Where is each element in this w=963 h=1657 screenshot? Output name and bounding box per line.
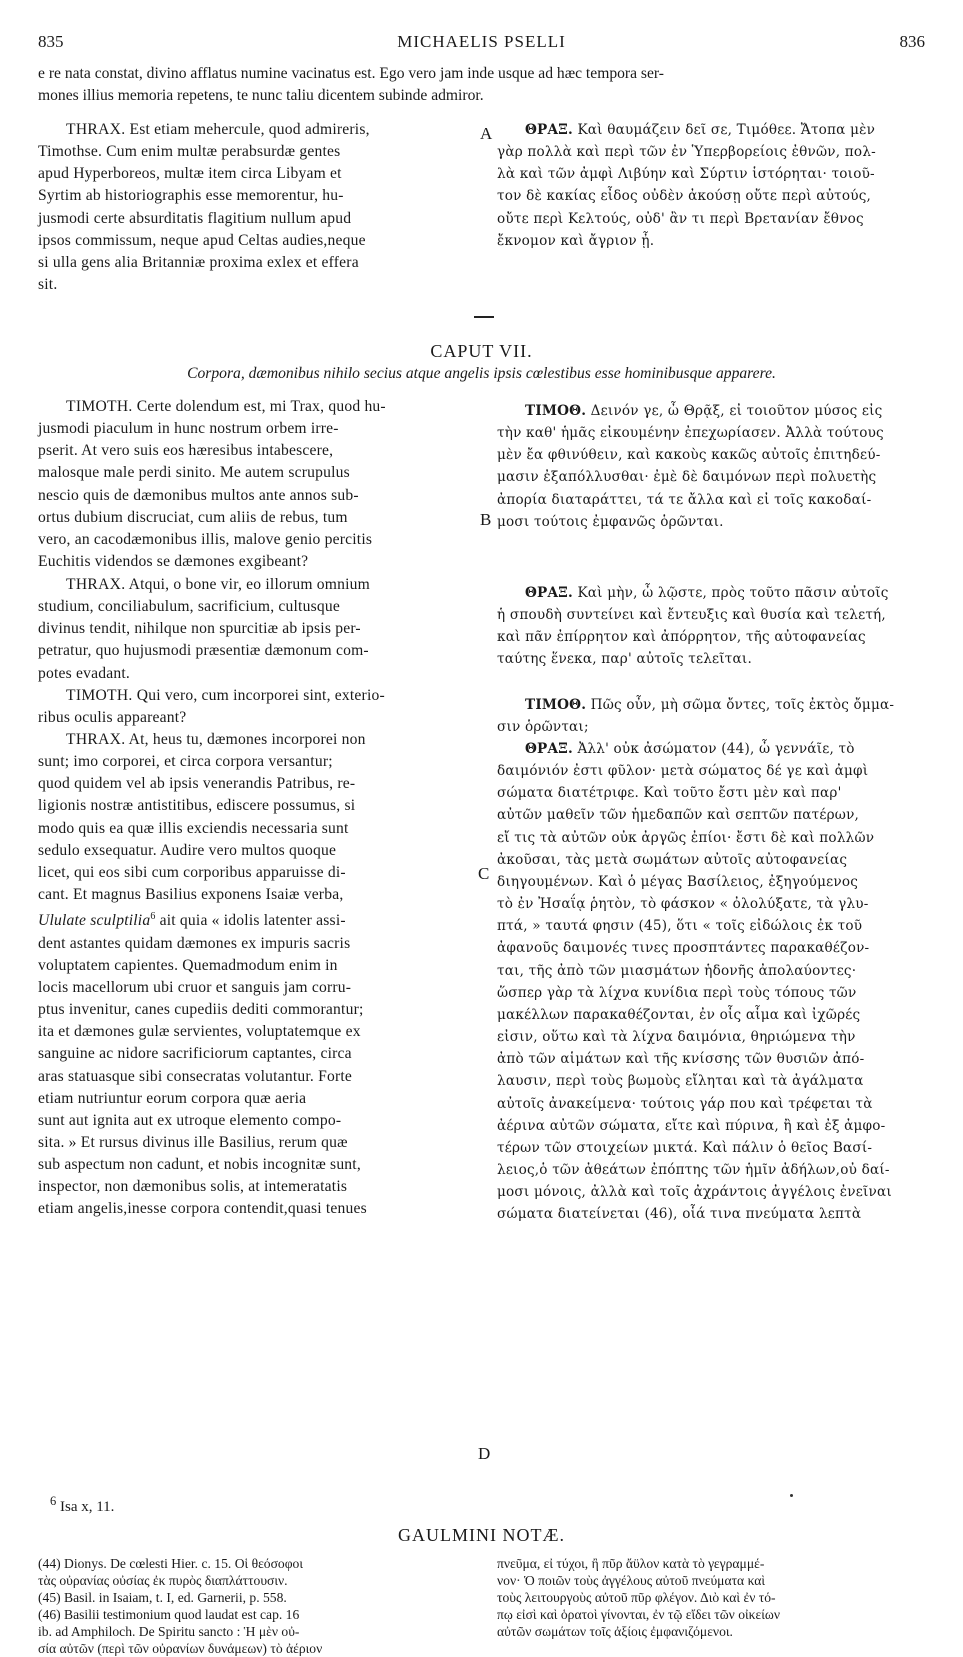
section-marker-a: A <box>480 124 493 143</box>
text-line <box>38 999 468 1021</box>
line-text: sedulo exsequatur. Audire vero multos quoque <box>38 841 337 859</box>
text-line <box>38 596 468 618</box>
text-line <box>38 1154 468 1176</box>
line-text: μοσι τούτοις ἐμφανῶς ὁρῶνται. <box>497 513 724 530</box>
text-line <box>497 489 931 511</box>
line-text: ipsos commissum, neque apud Celtas audies,neque <box>38 231 366 249</box>
text-line <box>497 1115 931 1137</box>
line-text: εἰσιν, οὕτω καὶ τὰ λίχνα δαιμόνια, θηριώμενα τὴν <box>497 1029 856 1046</box>
line-text: ἀκοῦσαι, τὰς μετὰ σωμάτων αὐτοῖς αὐτοφανείας <box>497 851 848 868</box>
text-line <box>38 252 468 274</box>
text-line <box>497 1093 931 1115</box>
text-line <box>38 163 468 185</box>
line-text: δαιμόνιόν ἐστι φῦλον· μετὰ σώματος δέ γε καὶ ἀμφὶ <box>497 763 869 780</box>
text-line <box>38 1110 468 1132</box>
line-text: Καὶ μὴν, ὦ λῷστε, πρὸς τοῦτο πᾶσιν αὐτοῖς <box>572 585 889 601</box>
line-text: μοσι μόνοις, ἀλλὰ καὶ τοῖς ἀχράντοις ἀγγέλοις ἐνεῖναι <box>497 1184 892 1201</box>
text-line <box>497 208 931 230</box>
text-line <box>38 396 468 418</box>
line-text: quod quidem vel ab ipsis venerandis Patribus, re- <box>38 775 356 793</box>
intro-line: e re nata constat, divino afflatus numine vacinatus est. Ego vero jam inde usque ad hæc tempora ser- <box>38 65 664 82</box>
line-text: voluptatem capientes. Quemadmodum enim in <box>38 956 338 974</box>
text-line <box>38 119 468 141</box>
text-line <box>497 960 931 982</box>
line-text: ται, τῆς ἀπὸ τῶν μιασμάτων ἡδονῆς ἀπολαύοντες· <box>497 962 857 979</box>
text-line <box>38 185 468 207</box>
line-text: ortus dubium discruciat, cum aliis de rebus, tum <box>38 508 348 526</box>
text-line <box>497 422 931 444</box>
line-text: Καὶ θαυμάζειν δεῖ σε, Τιμόθεε. Ἄτοπα μὲν <box>572 122 876 138</box>
text-line <box>497 626 931 648</box>
bible-footnote <box>50 1494 114 1516</box>
line-text: Ἀλλ' οὐκ ἀσώματον (44), ὦ γεννάῖε, τὸ <box>572 741 855 757</box>
note-line: (45) Basil. in Isaiam, t. I, ed. Garnerii, p. 558. <box>38 1590 287 1605</box>
speaker-label: ΤΙΜΟΘ. <box>525 403 587 419</box>
line-text: γὰρ πολλὰ καὶ περὶ τῶν ἐν Ὑπερβορείοις ἐθνῶν, πολ- <box>497 144 876 161</box>
text-line <box>38 507 468 529</box>
speaker-label: ΤΙΜΟΘ. <box>525 697 587 713</box>
line-text: aras statuasque sibi consecratas volutantur. Forte <box>38 1067 352 1085</box>
text-line <box>38 955 468 977</box>
text-line <box>38 1043 468 1065</box>
text-line <box>497 1026 931 1048</box>
line-text: αὐτοῖς ἀνακείμενα· τούτοις γάρ που καὶ τρέφεται τὰ <box>497 1095 873 1112</box>
line-text: malosque male perdi sinito. Me autem scrupulus <box>38 464 350 482</box>
text-line <box>38 685 468 707</box>
text-line <box>497 466 931 488</box>
text-line <box>38 663 468 685</box>
line-text: ita et dæmones gulæ servientes, voluptatemque ex <box>38 1023 361 1041</box>
speaker-label: THRAX. <box>66 121 126 138</box>
text-line <box>38 1132 468 1154</box>
line-text: si ulla gens alia Britanniæ proxima exlex et effera <box>38 253 359 271</box>
text-line <box>497 648 931 670</box>
text-line <box>38 230 468 252</box>
footnote-ref: 6 <box>150 911 156 923</box>
text-line <box>38 440 468 462</box>
notes-heading: GAULMINI NOTÆ. <box>398 1525 565 1545</box>
text-line <box>497 400 931 422</box>
chapter-subtitle: Corpora, dæmonibus nihilo secius atque angelis ipsis cœlestibus esse hominibusque apparere. <box>187 365 776 382</box>
text-line <box>497 915 931 937</box>
line-text: τὸ ἐν Ἠσαΐᾳ ῥητὸν, τὸ φάσκον « ὀλολύξατε, τὰ γλυ- <box>497 896 869 913</box>
text-line <box>497 937 931 959</box>
text-line <box>38 795 468 817</box>
line-text: locis macellorum ubi cruor et sanguis jam corru- <box>38 978 352 996</box>
text-line <box>497 1004 931 1026</box>
text-line <box>38 574 468 596</box>
line-text: divinus tendit, nihilque non spurcitiæ ab ipsis per- <box>38 620 361 638</box>
line-text: Certe dolendum est, mi Trax, quod hu- <box>132 398 386 415</box>
line-text: σιν ὁρῶνται; <box>497 719 589 736</box>
text-line <box>497 511 931 533</box>
text-line <box>497 141 931 163</box>
text-line <box>497 444 931 466</box>
text-line <box>38 884 468 906</box>
text-line <box>497 1137 931 1159</box>
text-line <box>497 1203 931 1225</box>
note-line: πνεῦμα, εἰ τύχοι, ἢ πῦρ ἄϋλον κατὰ τὸ γεγραμμέ- <box>497 1556 765 1571</box>
section-marker-c: C <box>478 864 490 883</box>
line-text: pserit. At vero suis eos hæresibus intabescere, <box>38 442 334 460</box>
text-line <box>38 418 468 440</box>
line-text: μὲν ἔα φθινύθειν, καὶ κακοὺς κακῶς αὐτοῖς ἐπιτηδεύ- <box>497 447 881 464</box>
line-text: sit. <box>38 276 58 294</box>
line-text: μασιν ἐξαπόλλυσθαι· ἐμὲ δὲ δαιμόνων περὶ πολυετὴς <box>497 469 877 486</box>
greek-column-thrax-2 <box>497 582 931 671</box>
text-line <box>38 977 468 999</box>
text-line <box>497 827 931 849</box>
line-text: τὴν καθ' ἡμᾶς εἰκουμένην ἐπεχωρίασεν. Ἀλλὰ τούτους <box>497 425 884 442</box>
line-text: licet, qui eos sibi cum corporibus apparuisse di- <box>38 863 346 881</box>
line-text: modo quis ea quæ illis exciendis necessaria sunt <box>38 819 349 837</box>
text-line <box>38 1021 468 1043</box>
text-line <box>38 906 468 932</box>
text-line <box>497 185 931 207</box>
text-line <box>38 862 468 884</box>
line-text: ἔκνομον καὶ ἄγριον ᾖ. <box>497 232 655 249</box>
line-text: studium, conciliabulum, sacrificium, cultusque <box>38 598 340 616</box>
text-line <box>497 163 931 185</box>
text-line <box>497 716 931 738</box>
notes-right-column <box>497 1555 931 1640</box>
right-page-number: 836 <box>899 32 925 51</box>
text-line <box>38 485 468 507</box>
text-line <box>497 893 931 915</box>
line-text: μακέλλων παρακαθέζονται, ἐν οἷς αἷμα καὶ ἰχῶρές <box>497 1006 861 1023</box>
line-text: cant. Et magnus Basilius exponens Isaiæ verba, <box>38 886 344 904</box>
text-line <box>497 230 931 252</box>
line-text: σώματα διατείνεται (46), οἷά τινα πνεύματα λεπτὰ <box>497 1206 862 1223</box>
section-divider <box>474 316 494 318</box>
line-text: οὔτε περὶ Κελτούς, οὐδ' ἂν τι περὶ Βρετανίαν ἔθνος <box>497 210 864 227</box>
text-line <box>497 760 931 782</box>
line-text: vero, an cacodæmonibus illis, malove genio percitis <box>38 530 373 548</box>
line-text: sunt; imo corporei, et circa corpora versantur; <box>38 753 333 771</box>
line-text: ptus invenitur, canes cupediis dediti commorantur; <box>38 1001 364 1019</box>
line-text: εἴ τις τὰ αὐτῶν οὐκ ἀργῶς ἐπίοι· ἔστι δὲ καὶ πολλῶν <box>497 829 875 846</box>
line-text: λειος,ὁ τῶν ἀθεάτων ἐπόπτης τῶν ἡμῖν ἀδήλων,οὐ δαί- <box>497 1161 890 1178</box>
text-line <box>497 1048 931 1070</box>
text-line <box>497 982 931 1004</box>
speaker-label: ΘΡΑΞ. <box>525 122 573 138</box>
line-text: τέρων τῶν στοιχείων μικτά. Καὶ πάλιν ὁ θεῖος Βασί- <box>497 1139 873 1156</box>
intro-line: mones illius memoria repetens, te nunc taliu dicentem subinde admiror. <box>38 87 484 105</box>
running-title: MICHAELIS PSELLI <box>397 32 566 51</box>
speaker-label: ΘΡΑΞ. <box>525 741 573 757</box>
decorative-dot <box>790 1494 793 1497</box>
footnote-marker: 6 <box>50 1494 57 1508</box>
line-text: λὰ καὶ τῶν ἀμφὶ Λιβύην καὶ Σύρτιν ἱστόρηται· τοιοῦ- <box>497 166 875 183</box>
text-line <box>497 604 931 626</box>
latin-column-thrax-2 <box>38 574 468 685</box>
text-line <box>38 1198 468 1220</box>
latin-column-timoth-2 <box>38 685 468 729</box>
text-line <box>38 141 468 163</box>
text-line <box>38 1088 468 1110</box>
line-text: sunt aut ignita aut ex utroque elemento compo- <box>38 1111 342 1129</box>
note-line: αὐτῶν σωμάτων τοῖς ἀξίοις ἐμφανιζόμενοι. <box>497 1624 733 1639</box>
footnote-text: Isa x, 11. <box>56 1499 115 1515</box>
greek-column-timoth-1 <box>497 400 931 533</box>
text-line <box>497 694 931 716</box>
text-line <box>38 707 468 729</box>
text-line <box>38 1066 468 1088</box>
line-text: apud Hyperboreos, multæ item circa Libyam et <box>38 165 342 183</box>
line-text: Euchitis videndos se dæmones exgibeant? <box>38 553 309 571</box>
line-text: At, heus tu, dæmones incorporei non <box>125 731 366 748</box>
text-line <box>38 640 468 662</box>
text-line <box>38 1176 468 1198</box>
line-text: Syrtim ab historiographis esse memorentur, hu- <box>38 187 344 205</box>
text-line <box>38 208 468 230</box>
note-line: τὰς οὐρανίας οὐσίας ἐκ πυρὸς διαπλάττουσιν. <box>38 1573 288 1588</box>
line-text: ait quia « idolis latenter assi- <box>155 912 346 930</box>
note-line: (46) Basilii testimonium quod laudat est cap. 16 <box>38 1607 300 1622</box>
text-line <box>497 582 931 604</box>
text-line <box>38 818 468 840</box>
line-text: dent astantes quidam dæmones ex impuris sacris <box>38 934 351 952</box>
line-text: potes evadant. <box>38 664 130 682</box>
chapter-title: CAPUT VII. <box>430 341 533 361</box>
speaker-label: THRAX. <box>66 731 126 748</box>
intro-paragraph <box>38 63 930 107</box>
text-line <box>497 1070 931 1092</box>
text-line <box>38 840 468 862</box>
line-text: διηγουμένων. Καὶ ὁ μέγας Βασίλειος, ἐξηγούμενος <box>497 873 859 890</box>
line-text: sanguine ac nidore sacrificiorum captantes, circa <box>38 1045 352 1063</box>
line-text: etiam nutriuntur eorum corpora quæ aeria <box>38 1089 307 1107</box>
note-line: πῳ εἰσὶ καὶ ὁρατοὶ γίνονται, ἐν τῷ εἴδει τῶν οἰκείων <box>497 1607 780 1622</box>
line-text: πτά, » ταυτά φησιν (45), ὅτι « τοῖς εἰδώλοις ἐκ τοῦ <box>497 918 863 935</box>
line-text: sub aspectum non cadunt, et nobis incognitæ sunt, <box>38 1156 361 1174</box>
text-line <box>497 738 931 760</box>
line-text: Atqui, o bone vir, eo illorum omnium <box>125 576 370 593</box>
line-text: inspector, non dæmonibus solis, at intemeratatis <box>38 1178 348 1196</box>
text-line <box>497 1159 931 1181</box>
line-text: ἡ σπουδὴ συντείνει καὶ ἔντευξις καὶ θυσία καὶ τελετή, <box>497 607 886 624</box>
line-text: Πῶς οὖν, μὴ σῶμα ὄντες, τοῖς ἐκτὸς ὄμμα- <box>586 697 895 713</box>
line-text: ὥσπερ γὰρ τὰ λίχνα κυνίδια περὶ τοὺς τόπους τῶν <box>497 984 857 1001</box>
latin-column-thrax-1 <box>38 119 468 296</box>
text-line <box>38 773 468 795</box>
text-line <box>38 618 468 640</box>
text-line <box>497 1181 931 1203</box>
line-text: jusmodi piaculum in hunc nostrum orbem irre- <box>38 420 339 438</box>
line-text: τον δὲ κακίας εἶδος οὐδὲν ἀκούσῃ οὔτε περὶ αὐτούς, <box>497 188 872 205</box>
line-text: ἀφανοῦς δαιμονές τινες προσπτάντες παρακαθέζον- <box>497 940 870 957</box>
left-page-number: 835 <box>38 32 64 51</box>
text-line <box>497 849 931 871</box>
latin-column-timoth-1 <box>38 396 468 573</box>
line-text: ribus oculis appareant? <box>38 709 187 727</box>
line-text: petratur, quo hujusmodi præsentiæ dæmonum com- <box>38 642 369 660</box>
note-line: σία αὐτῶν (περὶ τῶν οὐρανίων δυνάμεων) τὸ ἀέριον <box>38 1641 323 1656</box>
text-line <box>497 804 931 826</box>
quoted-phrase: Ululate sculptilia <box>38 912 151 930</box>
line-text: nescio quis de dæmonibus multos ante annos sub- <box>38 486 359 504</box>
text-line <box>497 782 931 804</box>
text-line <box>38 274 468 296</box>
line-text: αὐτῶν μαθεῖν τῶν ἡμεδαπῶν καὶ σεπτῶν πατέρων, <box>497 807 860 824</box>
line-text: Timothse. Cum enim multæ perabsurdæ gentes <box>38 143 341 161</box>
line-text: sita. » Et rursus divinus ille Basilius, rerum quæ <box>38 1134 348 1151</box>
line-text: Qui vero, cum incorporei sint, exterio- <box>132 687 385 704</box>
running-head <box>38 32 925 56</box>
line-text: ligionis nostræ antistitibus, ediscere possumus, si <box>38 797 356 815</box>
line-text: ἀέρινα αὐτῶν σώματα, εἴτε καὶ πύρινα, ἢ καὶ ἐξ ἀμφο- <box>497 1117 886 1134</box>
line-text: ταύτης ἕνεκα, παρ' αὐτοῖς τελεῖται. <box>497 651 752 668</box>
text-line <box>38 462 468 484</box>
greek-column-timoth-2 <box>497 694 931 738</box>
text-line <box>38 529 468 551</box>
greek-column-thrax-3 <box>497 738 931 1225</box>
line-text: etiam angelis,inesse corpora contendit,quasi tenues <box>38 1200 367 1218</box>
line-text: ἀπορία διαταράττει, τά τε ἄλλα καὶ εἰ τοῖς κακοδαί- <box>497 491 872 508</box>
text-line <box>497 119 931 141</box>
speaker-label: TIMOTH. <box>66 398 133 415</box>
speaker-label: THRAX. <box>66 576 126 593</box>
speaker-label: ΘΡΑΞ. <box>525 585 573 601</box>
text-line <box>497 871 931 893</box>
line-text: ἀπὸ τῶν αἱμάτων καὶ τῆς κνίσσης τῶν θυσιῶν ἀπό- <box>497 1051 865 1068</box>
text-line <box>38 751 468 773</box>
section-marker-b: B <box>480 510 492 529</box>
latin-column-thrax-3 <box>38 729 468 1221</box>
notes-left-column <box>38 1555 468 1657</box>
line-text: λαυσιν, περὶ τοὺς βωμοὺς εἴληται καὶ τὰ ἀγάλματα <box>497 1073 864 1090</box>
text-line <box>38 551 468 573</box>
note-line: νον· Ὁ ποιῶν τοὺς ἀγγέλους αὐτοῦ πνεύματα καὶ <box>497 1573 766 1588</box>
greek-column-thrax-1 <box>497 119 931 252</box>
note-line: (44) Dionys. De cœlesti Hier. c. 15. Οἱ θεόσοφοι <box>38 1556 304 1571</box>
line-text: σώματα διατέτριφε. Καὶ τοῦτο ἔστι μὲν καὶ παρ' <box>497 785 842 802</box>
line-text: Est etiam mehercule, quod admireris, <box>125 121 370 138</box>
line-text: jusmodi certe absurditatis flagitium nullum apud <box>38 209 352 227</box>
line-text: Δεινόν γε, ὦ Θρᾷξ, εἰ τοιοῦτον μύσος εἰς <box>586 403 883 419</box>
note-line: ib. ad Amphiloch. De Spiritu sancto : Ἡ μὲν οὐ- <box>38 1624 300 1639</box>
section-marker-d: D <box>478 1444 491 1463</box>
line-text: καὶ πᾶν ἐπίρρητον καὶ ἀπόρρητον, τῆς αὐτοφανείας <box>497 629 866 646</box>
text-line <box>38 933 468 955</box>
speaker-label: TIMOTH. <box>66 687 133 704</box>
text-line <box>38 729 468 751</box>
note-line: τοὺς λειτουργοὺς αὐτοῦ πῦρ φλέγον. Διὸ καὶ ἐν τό- <box>497 1590 776 1605</box>
